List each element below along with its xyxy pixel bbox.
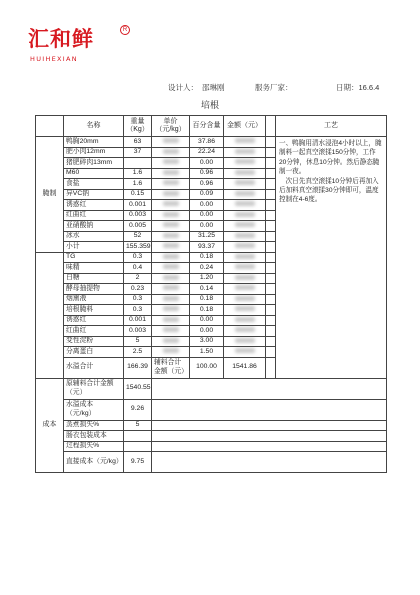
- spacer-cell: [266, 242, 276, 253]
- ingredient-name: 酵母抽提物: [64, 284, 124, 295]
- ingredient-amount: [224, 347, 266, 358]
- redacted-value: [235, 159, 255, 164]
- ingredient-amount: [224, 221, 266, 232]
- total-amount: 1541.86: [224, 357, 266, 378]
- ingredient-name: 冰水: [64, 231, 124, 242]
- spacer-cell: [266, 294, 276, 305]
- header-amount: 金额（元）: [224, 116, 266, 137]
- redacted-value: [235, 170, 255, 175]
- ingredient-amount: [224, 263, 266, 274]
- ingredient-amount: [224, 336, 266, 347]
- logo-english-name: HUIHEXIAN: [30, 55, 78, 63]
- redacted-value: [163, 233, 179, 238]
- spacer-cell: [266, 221, 276, 232]
- redacted-value: [163, 296, 179, 301]
- redacted-value: [235, 138, 255, 143]
- redacted-value: [163, 212, 179, 217]
- cost-name: 过程损失%: [64, 441, 124, 452]
- header-qty: 重量（Kg）: [124, 116, 152, 137]
- ingredient-name: 红曲红: [64, 210, 124, 221]
- brand-logo: [28, 27, 128, 72]
- redacted-value: [163, 264, 179, 269]
- ingredient-amount: [224, 147, 266, 158]
- date-field: [336, 82, 379, 93]
- redacted-value: [163, 191, 179, 196]
- redacted-value: [235, 306, 255, 311]
- cost-row: [36, 399, 387, 420]
- ingredient-name: 培根腌料: [64, 305, 124, 316]
- ingredient-name: 诱惑红: [64, 200, 124, 211]
- spacer-cell: [266, 263, 276, 274]
- cost-value: 9.75: [124, 452, 152, 473]
- registered-mark: R: [120, 25, 130, 35]
- ingredient-qty: 52: [124, 231, 152, 242]
- redacted-value: [163, 327, 179, 332]
- ingredient-name: 烟熏液: [64, 294, 124, 305]
- ingredient-name: 鸭胸20mm: [64, 137, 124, 148]
- ingredient-price: [152, 158, 190, 169]
- group-label-cure: 腌制: [36, 137, 64, 253]
- ingredient-amount: [224, 189, 266, 200]
- ingredient-qty: 63: [124, 137, 152, 148]
- ingredient-pct: 0.00: [190, 158, 224, 169]
- ingredient-price: [152, 221, 190, 232]
- ingredient-price: [152, 252, 190, 263]
- spacer-cell: [266, 326, 276, 337]
- subtotal-label: 小计: [64, 242, 124, 253]
- ingredient-qty: 0.3: [124, 294, 152, 305]
- ingredient-qty: 0.001: [124, 315, 152, 326]
- cost-blank: [152, 420, 387, 431]
- ingredient-price: [152, 284, 190, 295]
- ingredient-pct: 0.18: [190, 305, 224, 316]
- group-label-cost: 成本: [36, 378, 64, 473]
- cost-name: 水溢成本 （元/kg）: [64, 399, 124, 420]
- cost-value: 5: [124, 420, 152, 431]
- cost-value: [124, 441, 152, 452]
- ingredient-amount: [224, 315, 266, 326]
- ingredient-pct: 0.96: [190, 168, 224, 179]
- ingredient-amount: [224, 158, 266, 169]
- ingredient-pct: 1.50: [190, 347, 224, 358]
- ingredient-name: 白糖: [64, 273, 124, 284]
- cost-value: 9.26: [124, 399, 152, 420]
- cost-row: [36, 378, 387, 399]
- ingredient-pct: 0.00: [190, 210, 224, 221]
- spacer-cell: [266, 336, 276, 347]
- ingredient-amount: [224, 284, 266, 295]
- cost-row: [36, 431, 387, 442]
- ingredient-pct: 22.24: [190, 147, 224, 158]
- ingredient-amount: [224, 273, 266, 284]
- redacted-value: [163, 306, 179, 311]
- redacted-value: [163, 201, 179, 206]
- cost-blank: [152, 378, 387, 399]
- ingredient-qty: 5: [124, 336, 152, 347]
- ingredient-name: 亚硝酸钠: [64, 221, 124, 232]
- spacer-cell: [266, 357, 276, 378]
- spacer-cell: [266, 189, 276, 200]
- subtotal-amount: [224, 242, 266, 253]
- redacted-value: [235, 275, 255, 280]
- date-label: 日期：: [336, 83, 359, 92]
- cost-name: 肠衣包装成本: [64, 431, 124, 442]
- redacted-value: [163, 338, 179, 343]
- total-label: 水溢合计: [64, 357, 124, 378]
- ingredient-pct: 0.00: [190, 221, 224, 232]
- redacted-value: [235, 338, 255, 343]
- ingredient-pct: 3.00: [190, 336, 224, 347]
- redacted-value: [235, 285, 255, 290]
- ingredient-price: [152, 273, 190, 284]
- spacer-cell: [266, 179, 276, 190]
- redacted-value: [163, 243, 179, 248]
- cost-row: [36, 441, 387, 452]
- redacted-value: [235, 327, 255, 332]
- ingredient-amount: [224, 305, 266, 316]
- redacted-value: [235, 201, 255, 206]
- redacted-value: [163, 285, 179, 290]
- ingredient-name: 异VC钠: [64, 189, 124, 200]
- ingredient-pct: 0.18: [190, 294, 224, 305]
- ingredient-price: [152, 168, 190, 179]
- redacted-value: [235, 212, 255, 217]
- vendor-label: 服务厂家：: [255, 83, 293, 92]
- process-description: 一、鸭胸用清水浸泡4小时以上，腌制料一起真空滚揉150分钟，工作20分钟，休息10分钟。然后静态腌制一夜。 次日先真空滚揉10分钟后再加入后加料真空滚揉30分钟即可，温度控制在4-6度。: [276, 137, 387, 379]
- redacted-value: [163, 159, 179, 164]
- aux-total-label: 辅料合计金额（元）: [152, 357, 190, 378]
- redacted-value: [235, 149, 255, 154]
- cost-name: 蒸煮损失%: [64, 420, 124, 431]
- spacer-cell: [266, 284, 276, 295]
- ingredient-amount: [224, 252, 266, 263]
- designer-field: [168, 82, 225, 93]
- cost-blank: [152, 452, 387, 473]
- ingredient-qty: 0.15: [124, 189, 152, 200]
- ingredient-price: [152, 315, 190, 326]
- cost-value: [124, 431, 152, 442]
- redacted-value: [235, 191, 255, 196]
- ingredient-name: M60: [64, 168, 124, 179]
- ingredient-price: [152, 263, 190, 274]
- ingredient-qty: 1.6: [124, 179, 152, 190]
- recipe-title: 培根: [200, 100, 219, 110]
- cost-row: [36, 420, 387, 431]
- subtotal-price: [152, 242, 190, 253]
- cost-name: 原辅料合计金额（元）: [64, 378, 124, 399]
- ingredient-qty: 0.003: [124, 210, 152, 221]
- date-value: 16.6.4: [358, 83, 380, 92]
- spacer-cell: [266, 158, 276, 169]
- ingredient-price: [152, 347, 190, 358]
- spacer-cell: [266, 231, 276, 242]
- redacted-value: [163, 180, 179, 185]
- ingredient-pct: 0.14: [190, 284, 224, 295]
- cure-row: [36, 137, 387, 148]
- ingredient-pct: 0.24: [190, 263, 224, 274]
- cost-name: 直接成本（元/kg）: [64, 452, 124, 473]
- ingredient-pct: 1.20: [190, 273, 224, 284]
- spacer-cell: [266, 252, 276, 263]
- spacer-cell: [266, 305, 276, 316]
- ingredient-price: [152, 210, 190, 221]
- ingredient-price: [152, 231, 190, 242]
- ingredient-pct: 0.96: [190, 179, 224, 190]
- ingredient-amount: [224, 137, 266, 148]
- redacted-value: [235, 180, 255, 185]
- header-process: 工艺: [276, 116, 387, 137]
- ingredient-name: 肥小肉12mm: [64, 147, 124, 158]
- ingredient-pct: 0.18: [190, 252, 224, 263]
- redacted-value: [235, 296, 255, 301]
- spacer-cell: [266, 137, 276, 148]
- ingredient-price: [152, 137, 190, 148]
- redacted-value: [235, 243, 255, 248]
- ingredient-pct: 37.86: [190, 137, 224, 148]
- ingredient-name: 分离蛋白: [64, 347, 124, 358]
- designer-label: 设计人：: [168, 83, 198, 92]
- spacer-cell: [266, 315, 276, 326]
- ingredient-pct: 0.00: [190, 200, 224, 211]
- ingredient-price: [152, 147, 190, 158]
- spacer-cell: [266, 200, 276, 211]
- redacted-value: [235, 317, 255, 322]
- ingredient-price: [152, 326, 190, 337]
- ingredient-amount: [224, 200, 266, 211]
- ingredient-qty: 2: [124, 273, 152, 284]
- redacted-value: [163, 170, 179, 175]
- redacted-value: [235, 264, 255, 269]
- header-pct: 百分含量: [190, 116, 224, 137]
- ingredient-price: [152, 189, 190, 200]
- spacer-cell: [266, 147, 276, 158]
- ingredient-name: 猪肥碎肉13mm: [64, 158, 124, 169]
- ingredient-name: 诱惑红: [64, 315, 124, 326]
- spacer-cell: [266, 347, 276, 358]
- header-price: 单价（元/kg）: [152, 116, 190, 137]
- ingredient-qty: 0.3: [124, 305, 152, 316]
- group-label-aux: [36, 252, 64, 378]
- cost-blank: [152, 399, 387, 420]
- ingredient-qty: 2.5: [124, 347, 152, 358]
- redacted-value: [235, 348, 255, 353]
- ingredient-amount: [224, 168, 266, 179]
- ingredient-price: [152, 179, 190, 190]
- ingredient-qty: 0.005: [124, 221, 152, 232]
- ingredient-qty: 1.6: [124, 168, 152, 179]
- subtotal-pct: 93.37: [190, 242, 224, 253]
- cost-blank: [152, 441, 387, 452]
- recipe-table: [35, 115, 387, 473]
- redacted-value: [163, 222, 179, 227]
- subtotal-qty: 155.359: [124, 242, 152, 253]
- ingredient-qty: 0.23: [124, 284, 152, 295]
- logo-chinese-name: 汇和鲜: [28, 28, 94, 51]
- ingredient-price: [152, 305, 190, 316]
- ingredient-amount: [224, 294, 266, 305]
- cost-row: [36, 452, 387, 473]
- header-blank: [36, 116, 64, 137]
- redacted-value: [163, 275, 179, 280]
- ingredient-qty: 0.3: [124, 252, 152, 263]
- ingredient-name: 味精: [64, 263, 124, 274]
- total-qty: 166.39: [124, 357, 152, 378]
- ingredient-price: [152, 294, 190, 305]
- vendor-field: [255, 82, 293, 93]
- ingredient-qty: 0.4: [124, 263, 152, 274]
- ingredient-qty: 37: [124, 147, 152, 158]
- header-spacer: [266, 116, 276, 137]
- redacted-value: [163, 254, 179, 259]
- total-pct: 100.00: [190, 357, 224, 378]
- ingredient-price: [152, 336, 190, 347]
- ingredient-qty: 0.001: [124, 200, 152, 211]
- redacted-value: [235, 233, 255, 238]
- spacer-cell: [266, 273, 276, 284]
- header-name: 名称: [64, 116, 124, 137]
- ingredient-qty: 0.003: [124, 326, 152, 337]
- cost-value: 1540.55: [124, 378, 152, 399]
- redacted-value: [235, 222, 255, 227]
- ingredient-name: 食盐: [64, 179, 124, 190]
- redacted-value: [163, 149, 179, 154]
- designer-value: 邵琳刚: [202, 83, 225, 92]
- ingredient-name: TG: [64, 252, 124, 263]
- ingredient-pct: 0.00: [190, 326, 224, 337]
- redacted-value: [163, 348, 179, 353]
- redacted-value: [235, 254, 255, 259]
- ingredient-pct: 31.25: [190, 231, 224, 242]
- cost-blank: [152, 431, 387, 442]
- ingredient-name: 红曲红: [64, 326, 124, 337]
- spacer-cell: [266, 210, 276, 221]
- ingredient-amount: [224, 326, 266, 337]
- table-header-row: [36, 116, 387, 137]
- ingredient-name: 变性淀粉: [64, 336, 124, 347]
- redacted-value: [163, 138, 179, 143]
- ingredient-amount: [224, 179, 266, 190]
- redacted-value: [163, 317, 179, 322]
- ingredient-price: [152, 200, 190, 211]
- spacer-cell: [266, 168, 276, 179]
- ingredient-pct: 0.09: [190, 189, 224, 200]
- ingredient-pct: 0.00: [190, 315, 224, 326]
- ingredient-amount: [224, 231, 266, 242]
- ingredient-amount: [224, 210, 266, 221]
- ingredient-qty: [124, 158, 152, 169]
